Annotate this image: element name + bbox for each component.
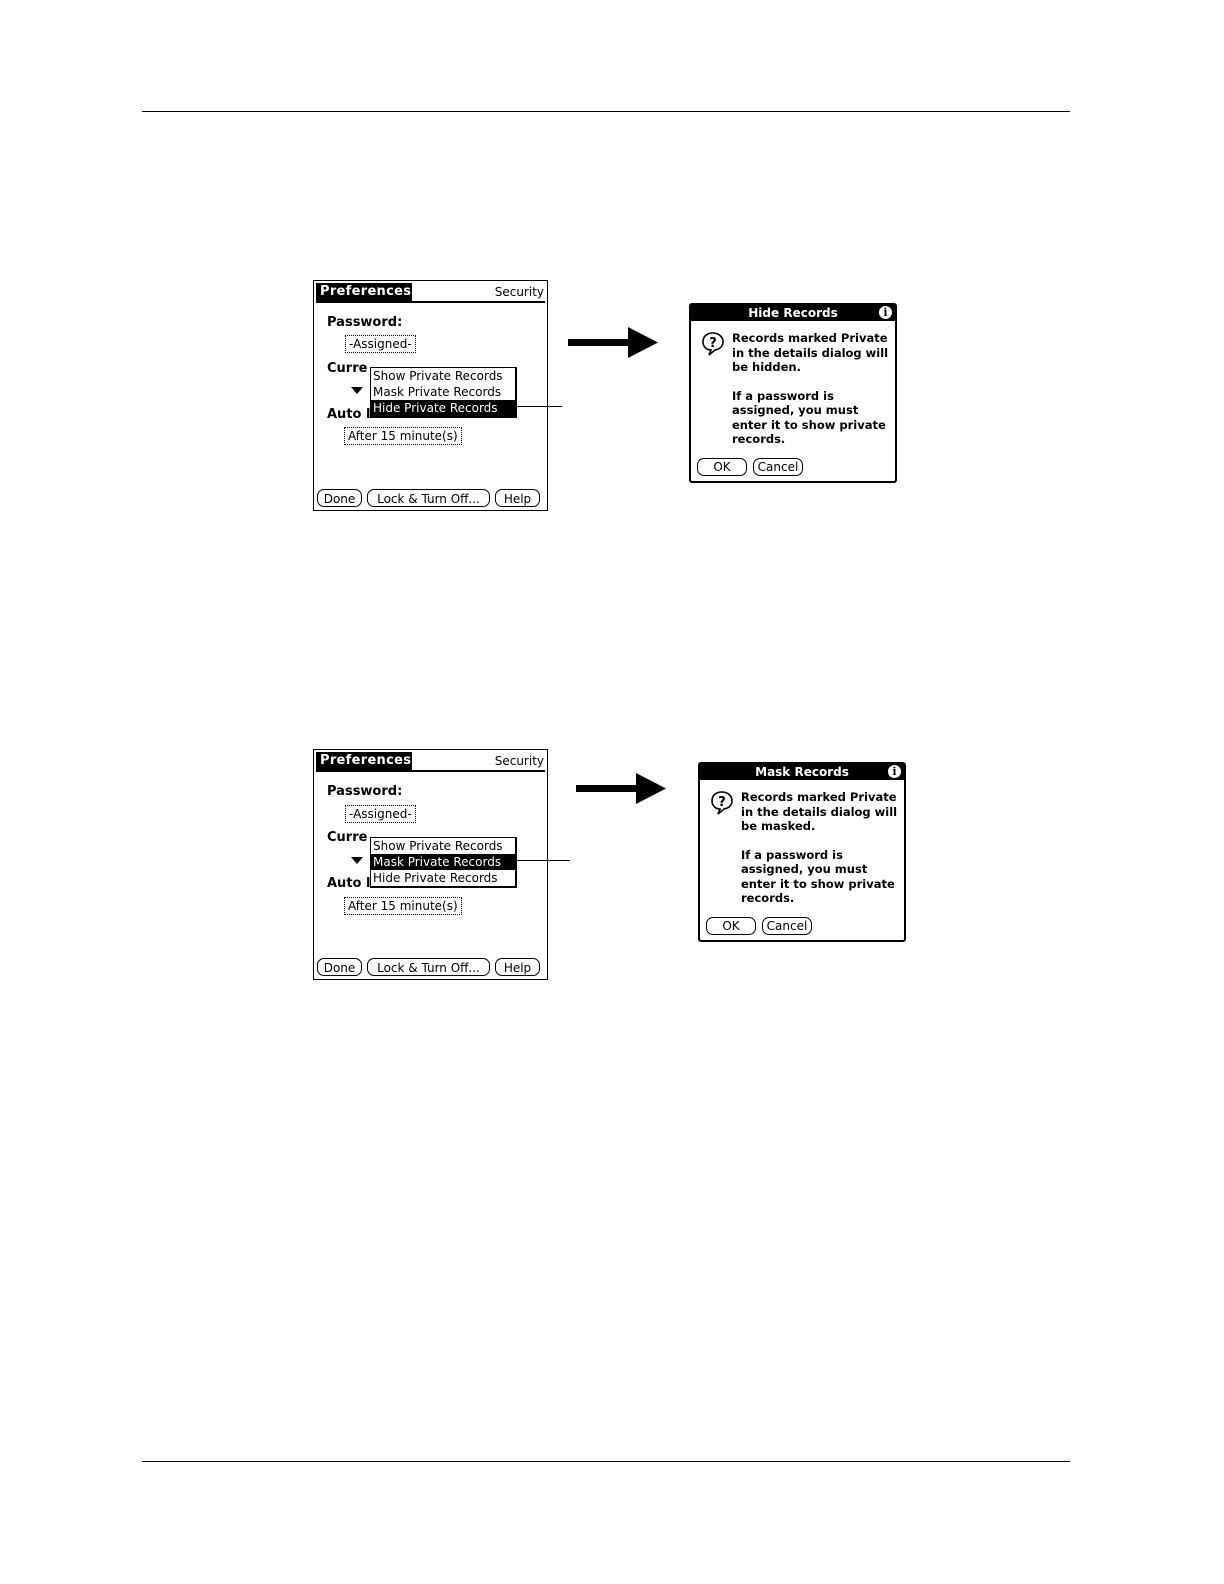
info-icon[interactable]: i [888,765,901,778]
callout-line [514,860,570,861]
current-privacy-label: Curre [327,830,368,845]
svg-text:?: ? [709,336,717,351]
title-bar [316,283,545,303]
dialog-message-line-1: Records marked Private in the details dialog will be hidden. [732,331,889,374]
dropdown-triangle-icon[interactable] [351,857,363,864]
menu-item-show-private[interactable]: Show Private Records [373,369,503,383]
auto-lock-field[interactable]: After 15 minute(s) [344,427,462,445]
dialog-message-line-2: If a password is assigned, you must enter it to show private records. [732,388,886,446]
lock-turn-off-button[interactable]: Lock & Turn Off... [367,958,490,976]
dropdown-triangle-icon[interactable] [351,387,363,394]
done-button[interactable]: Done [317,489,362,507]
question-icon [710,790,734,816]
menu-item-hide-private[interactable]: Hide Private Records [371,400,515,416]
password-field[interactable]: -Assigned- [345,335,416,353]
privacy-popup-menu [370,367,517,418]
ok-button[interactable]: OK [706,917,756,935]
svg-text:?: ? [718,795,726,810]
info-icon[interactable]: i [879,306,892,319]
cancel-button[interactable]: Cancel [753,458,803,476]
right-arrow-icon [576,771,668,807]
security-preferences-screen-1 [313,280,548,511]
ok-button[interactable]: OK [697,458,747,476]
privacy-popup-menu [370,837,517,888]
question-icon [701,331,725,357]
auto-lock-label: Auto l [327,876,371,891]
password-label: Password: [327,315,403,330]
auto-lock-label: Auto l [327,407,371,422]
menu-item-mask-private[interactable]: Mask Private Records [371,854,515,870]
hide-records-dialog [689,303,897,483]
current-privacy-label: Curre [327,361,368,376]
password-label: Password: [327,784,403,799]
title-bar [316,752,545,772]
app-title-tab[interactable]: Preferences [316,283,412,301]
bottom-rule [142,1461,1070,1462]
dialog-title: Mask Records [700,764,904,780]
lock-turn-off-button[interactable]: Lock & Turn Off... [367,489,490,507]
menu-item-show-private[interactable]: Show Private Records [373,839,503,853]
dialog-message-line-2: If a password is assigned, you must enter it to show private records. [741,847,895,905]
top-rule [142,111,1070,112]
app-title-tab[interactable]: Preferences [316,752,412,770]
dialog-message-line-1: Records marked Private in the details dialog will be masked. [741,790,898,833]
panel-name: Security [494,285,544,299]
password-field[interactable]: -Assigned- [345,805,416,823]
dialog-message [732,331,892,447]
right-arrow-icon [568,325,660,361]
panel-name: Security [494,754,544,768]
help-button[interactable]: Help [495,489,540,507]
done-button[interactable]: Done [317,958,362,976]
dialog-message [741,790,901,906]
dialog-title: Hide Records [691,305,895,321]
help-button[interactable]: Help [495,958,540,976]
mask-records-dialog [698,762,906,942]
security-preferences-screen-2 [313,749,548,980]
menu-item-mask-private[interactable]: Mask Private Records [373,385,502,399]
auto-lock-field[interactable]: After 15 minute(s) [344,897,462,915]
callout-line [514,406,562,407]
cancel-button[interactable]: Cancel [762,917,812,935]
menu-item-hide-private[interactable]: Hide Private Records [373,871,498,885]
